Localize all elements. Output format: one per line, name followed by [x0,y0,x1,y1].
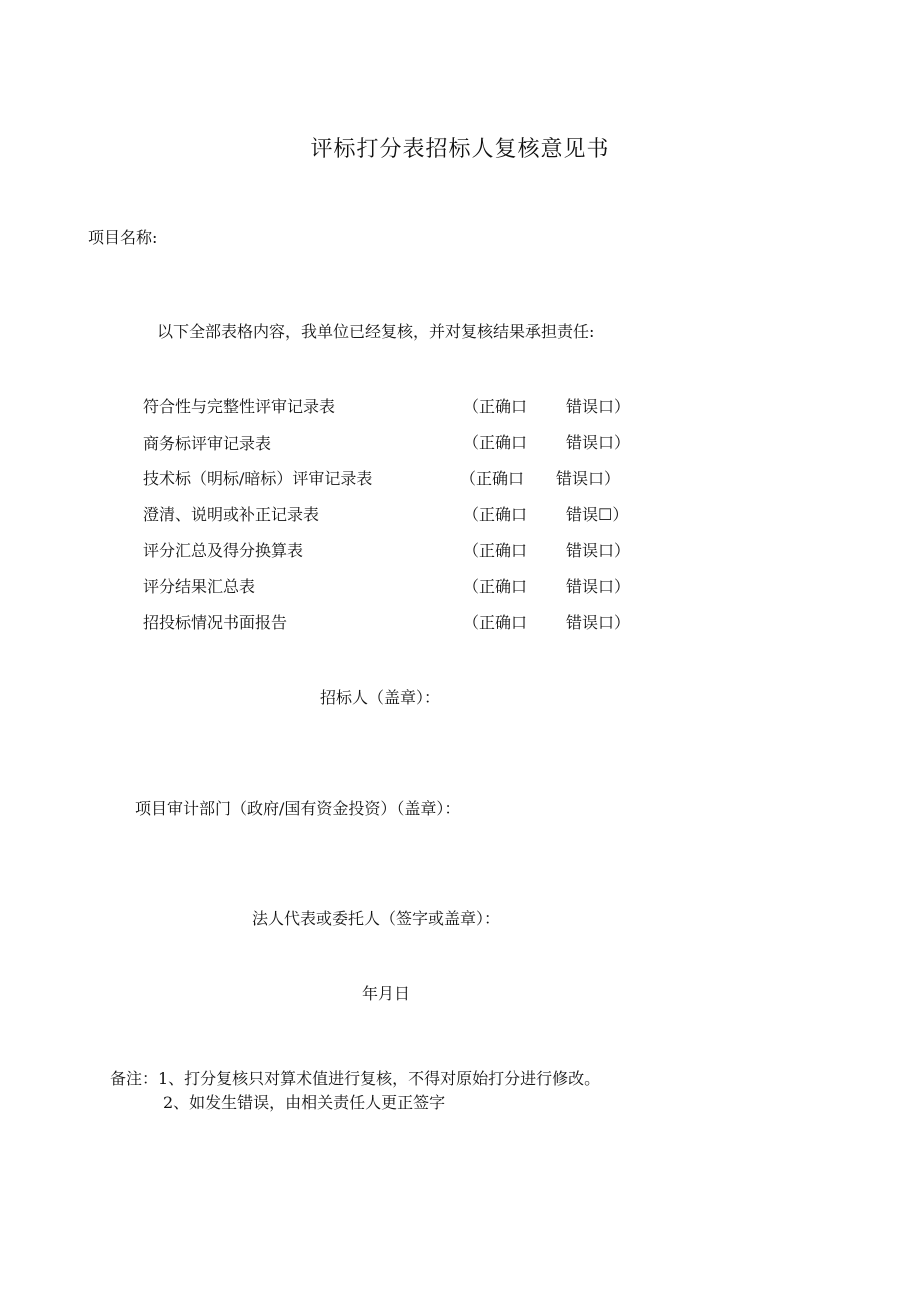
wrong-checkbox[interactable]: 错误口） [566,433,631,452]
wrong-checkbox[interactable]: 错误☐） [566,505,629,524]
checklist-item-label: 招投标情况书面报告 [143,613,288,632]
intro-statement: 以下全部表格内容，我单位已经复核，并对复核结果承担责任: [157,322,595,341]
correct-checkbox[interactable]: （正确口 [463,577,528,596]
checklist-item-label: 澄清、说明或补正记录表 [143,505,320,524]
checklist-item-label: 符合性与完整性评审记录表 [143,397,336,416]
wrong-checkbox[interactable]: 错误口） [566,577,631,596]
checklist-item-label: 技术标（明标/暗标）评审记录表 [143,469,373,488]
date-line: 年月日 [362,984,411,1003]
project-name-label: 项目名称: [88,228,158,247]
correct-checkbox[interactable]: （正确口 [463,397,528,416]
note-line-2: 2、如发生错误，由相关责任人更正签字 [163,1093,446,1112]
wrong-checkbox[interactable]: 错误口） [566,613,631,632]
correct-checkbox[interactable]: （正确口 [463,613,528,632]
legal-representative-sign-line: 法人代表或委托人（签字或盖章）： [252,909,501,928]
correct-checkbox[interactable]: （正确口 [463,541,528,560]
correct-checkbox[interactable]: （正确口 [460,469,525,488]
wrong-checkbox[interactable]: 错误口） [556,469,621,488]
checklist-item-label: 评分结果汇总表 [143,577,256,596]
tenderer-seal-line: 招标人（盖章）： [320,688,441,707]
checklist-item-label: 商务标评审记录表 [143,434,272,453]
audit-department-seal-line: 项目审计部门（政府/国有资金投资）（盖章）： [135,799,461,818]
correct-checkbox[interactable]: （正确口 [463,433,528,452]
checklist-item-label: 评分汇总及得分换算表 [143,541,304,560]
document-title: 评标打分表招标人复核意见书 [310,137,610,162]
note-line-1: 备注：1、打分复核只对算术值进行复核，不得对原始打分进行修改。 [110,1069,601,1088]
wrong-checkbox[interactable]: 错误口） [566,397,631,416]
wrong-checkbox[interactable]: 错误口） [566,541,631,560]
correct-checkbox[interactable]: （正确口 [463,505,528,524]
